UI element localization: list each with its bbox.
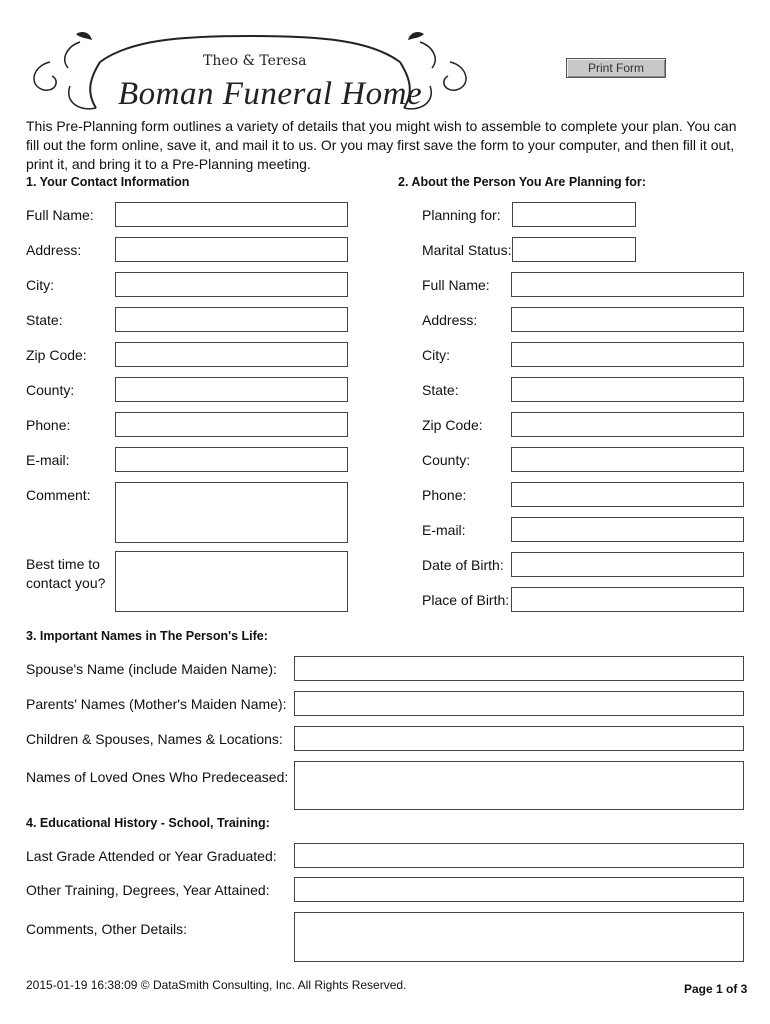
person-phone-field[interactable] <box>511 482 744 507</box>
person-address-field[interactable] <box>511 307 744 332</box>
label-person-county: County: <box>422 452 471 468</box>
section-names-title: 3. Important Names in The Person's Life: <box>26 629 268 643</box>
footer-copyright: 2015-01-19 16:38:09 © DataSmith Consulting, Inc. All Rights Reserved. <box>26 978 407 992</box>
label-person-zip: Zip Code: <box>422 417 483 433</box>
state-field[interactable] <box>115 307 348 332</box>
label-full-name: Full Name: <box>26 207 94 223</box>
label-person-full-name: Full Name: <box>422 277 490 293</box>
label-spouse-name: Spouse's Name (include Maiden Name): <box>26 661 277 677</box>
logo-subtitle: Theo & Teresa <box>203 53 307 69</box>
label-comments-details: Comments, Other Details: <box>26 921 188 937</box>
intro-paragraph: This Pre-Planning form outlines a variety of details that you might wish to assemble to complete your plan. You can fill out the form online, save it, and mail it to us. Or you may first save the form to your computer, and then fill it out, print it, and bring it to a Pre-Planning meeting. <box>26 118 737 172</box>
comments-details-field[interactable] <box>294 912 744 962</box>
other-training-field[interactable] <box>294 877 744 902</box>
label-place-of-birth: Place of Birth: <box>422 592 510 608</box>
label-parents-names: Parents' Names (Mother's Maiden Name): <box>26 696 287 712</box>
label-predeceased: Names of Loved Ones Who Predeceased: <box>26 769 289 785</box>
label-city: City: <box>26 277 54 293</box>
label-state: State: <box>26 312 63 328</box>
last-grade-field[interactable] <box>294 843 744 868</box>
label-zip: Zip Code: <box>26 347 87 363</box>
label-comment: Comment: <box>26 487 91 503</box>
phone-field[interactable] <box>115 412 348 437</box>
label-last-grade: Last Grade Attended or Year Graduated: <box>26 848 277 864</box>
section-education-title: 4. Educational History - School, Training: <box>26 816 270 830</box>
person-state-field[interactable] <box>511 377 744 402</box>
section-contact-title: 1. Your Contact Information <box>26 175 190 189</box>
label-person-phone: Phone: <box>422 487 467 503</box>
label-person-state: State: <box>422 382 459 398</box>
full-name-field[interactable] <box>115 202 348 227</box>
person-city-field[interactable] <box>511 342 744 367</box>
page-number: Page 1 of 3 <box>684 982 748 996</box>
label-county: County: <box>26 382 75 398</box>
marital-status-field[interactable] <box>512 237 636 262</box>
comment-field[interactable] <box>115 482 348 543</box>
print-form-button[interactable]: Print Form <box>566 58 666 78</box>
parents-names-field[interactable] <box>294 691 744 716</box>
label-children-spouses: Children & Spouses, Names & Locations: <box>26 731 283 747</box>
city-field[interactable] <box>115 272 348 297</box>
planning-for-field[interactable] <box>512 202 636 227</box>
zip-field[interactable] <box>115 342 348 367</box>
label-address: Address: <box>26 242 82 258</box>
label-phone: Phone: <box>26 417 71 433</box>
person-email-field[interactable] <box>511 517 744 542</box>
email-field[interactable] <box>115 447 348 472</box>
children-spouses-field[interactable] <box>294 726 744 751</box>
county-field[interactable] <box>115 377 348 402</box>
person-county-field[interactable] <box>511 447 744 472</box>
label-date-of-birth: Date of Birth: <box>422 557 504 573</box>
predeceased-field[interactable] <box>294 761 744 810</box>
label-other-training: Other Training, Degrees, Year Attained: <box>26 882 270 898</box>
label-person-city: City: <box>422 347 450 363</box>
label-person-address: Address: <box>422 312 478 328</box>
spouse-name-field[interactable] <box>294 656 744 681</box>
logo-title: Boman Funeral Home <box>118 76 423 112</box>
label-email: E-mail: <box>26 452 70 468</box>
address-field[interactable] <box>115 237 348 262</box>
best-time-field[interactable] <box>115 551 348 612</box>
label-planning-for: Planning for: <box>422 207 501 223</box>
date-of-birth-field[interactable] <box>511 552 744 577</box>
label-person-email: E-mail: <box>422 522 466 538</box>
place-of-birth-field[interactable] <box>511 587 744 612</box>
person-full-name-field[interactable] <box>511 272 744 297</box>
section-person-title: 2. About the Person You Are Planning for: <box>398 175 646 189</box>
label-best-time: Best time to contact you? <box>26 556 106 591</box>
label-marital-status: Marital Status: <box>422 242 512 258</box>
person-zip-field[interactable] <box>511 412 744 437</box>
